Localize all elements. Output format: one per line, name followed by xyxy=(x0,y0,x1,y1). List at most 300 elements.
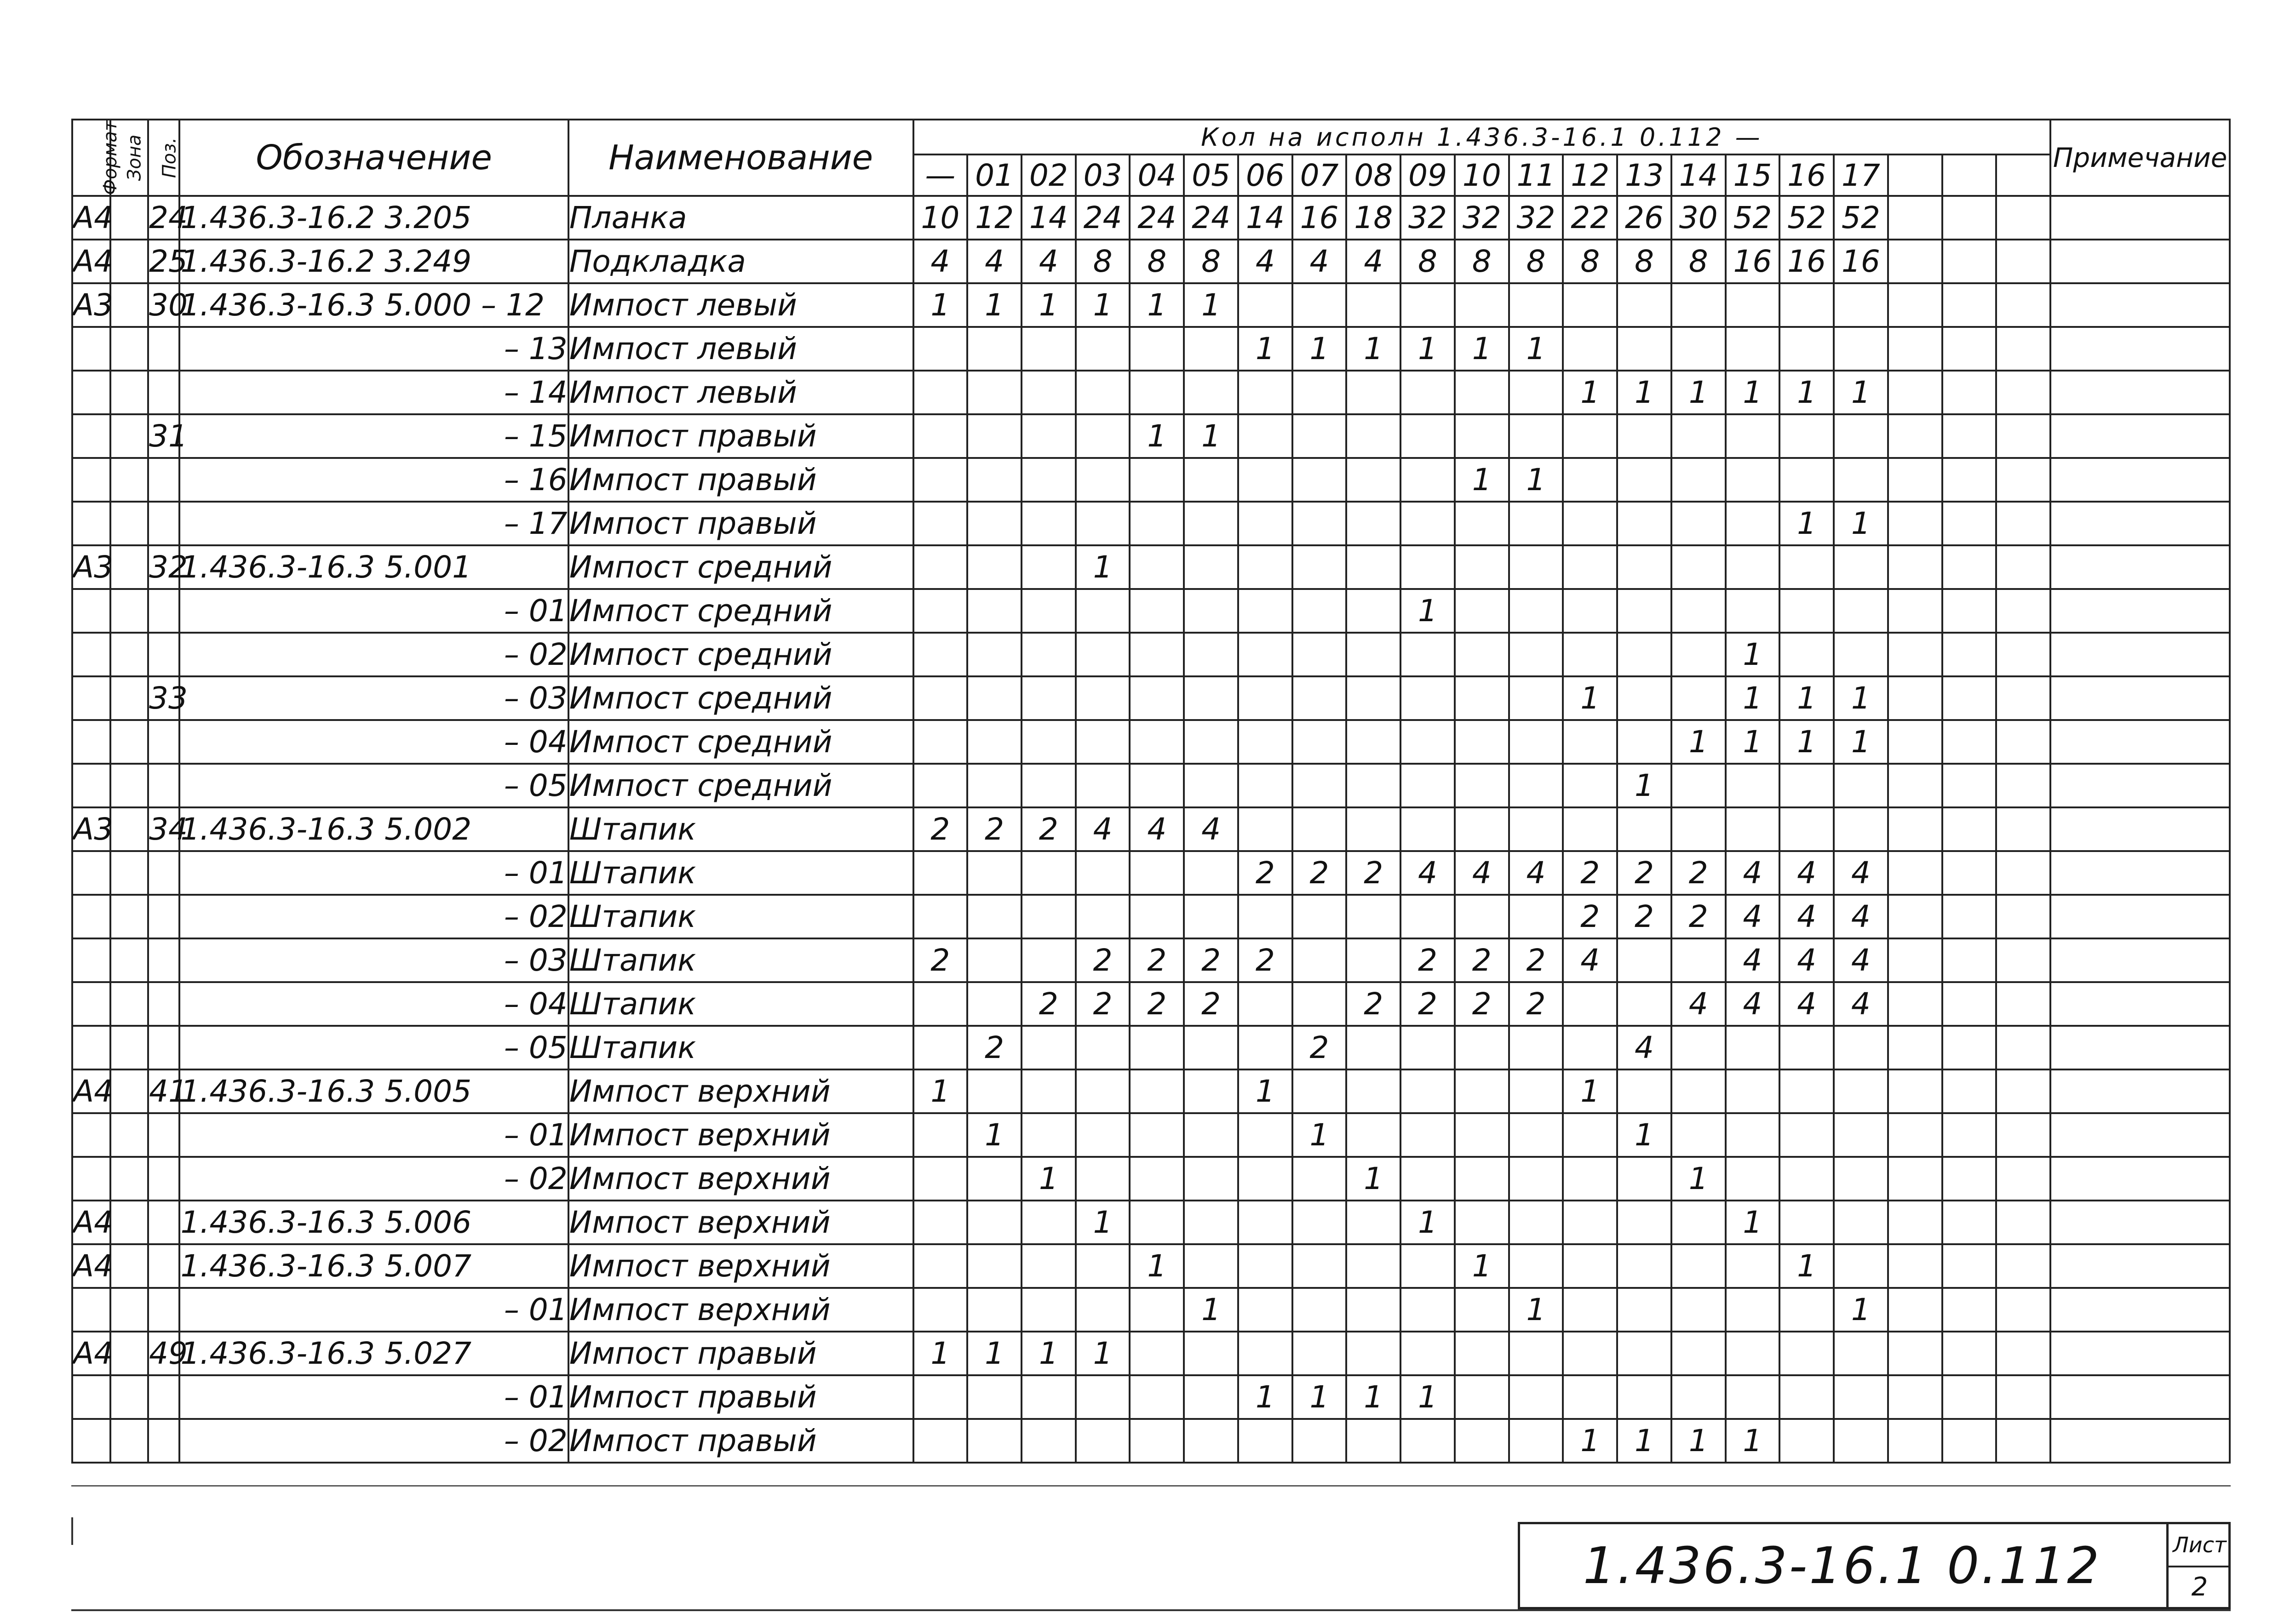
format-cell: А4 xyxy=(72,1244,110,1288)
quantity-cell xyxy=(1076,1069,1130,1113)
quantity-cell xyxy=(1996,1332,2050,1375)
quantity-cell xyxy=(1888,1288,1942,1332)
quantity-cell xyxy=(1779,283,1834,327)
format-cell xyxy=(72,938,110,982)
zone-cell xyxy=(110,1069,149,1113)
format-cell xyxy=(72,1419,110,1463)
quantity-cell: 8 xyxy=(1563,240,1617,283)
quantity-cell xyxy=(1292,982,1347,1026)
quantity-cell xyxy=(1022,1419,1076,1463)
designation-cell: 1.436.3-16.2 3.249 xyxy=(179,240,568,283)
table-row xyxy=(72,1244,2230,1288)
quantity-cell xyxy=(1779,1157,1834,1201)
quantity-cell: 1 xyxy=(1779,676,1834,720)
quantity-cell: 1 xyxy=(1671,371,1726,414)
quantity-cell xyxy=(1996,764,2050,807)
table-row xyxy=(72,1332,2230,1375)
quantity-cell: 4 xyxy=(1238,240,1292,283)
quantity-cell: 1 xyxy=(1130,414,1184,458)
quantity-cell xyxy=(1779,458,1834,502)
name-cell: Импост левый xyxy=(568,371,913,414)
quantity-cell: 16 xyxy=(1779,240,1834,283)
quantity-cell xyxy=(1509,764,1563,807)
zone-cell xyxy=(110,502,149,545)
quantity-cell xyxy=(1888,1244,1942,1288)
zone-cell xyxy=(110,1288,149,1332)
quantity-cell xyxy=(1130,676,1184,720)
quantity-cell xyxy=(913,633,968,676)
format-cell: А4 xyxy=(72,240,110,283)
quantity-cell: 2 xyxy=(1455,982,1509,1026)
variant-header-cell: 07 xyxy=(1292,154,1347,196)
quantity-cell: 52 xyxy=(1779,196,1834,240)
quantity-cell: 1 xyxy=(1238,1375,1292,1419)
quantity-cell xyxy=(1292,1157,1347,1201)
quantity-cell xyxy=(1346,458,1400,502)
designation-cell: – 04 xyxy=(179,982,568,1026)
quantity-cell xyxy=(1022,851,1076,895)
quantity-cell: 1 xyxy=(1509,458,1563,502)
note-cell xyxy=(2050,196,2230,240)
quantity-cell xyxy=(1726,327,1780,371)
quantity-cell: 4 xyxy=(1184,807,1238,851)
name-cell: Штапик xyxy=(568,938,913,982)
quantity-cell xyxy=(1779,327,1834,371)
quantity-cell: 2 xyxy=(1346,851,1400,895)
designation-cell: 1.436.3-16.3 5.000 – 12 xyxy=(179,283,568,327)
quantity-cell xyxy=(1346,589,1400,633)
position-cell: 41 xyxy=(148,1069,179,1113)
quantity-cell xyxy=(1726,1026,1780,1069)
position-cell xyxy=(148,1419,179,1463)
quantity-cell xyxy=(1888,545,1942,589)
note-cell xyxy=(2050,545,2230,589)
quantity-cell xyxy=(1942,458,1997,502)
quantity-cell: 1 xyxy=(1292,1113,1347,1157)
variant-header-cell: 04 xyxy=(1130,154,1184,196)
quantity-cell xyxy=(1238,545,1292,589)
quantity-cell xyxy=(1834,807,1888,851)
zone-cell xyxy=(110,851,149,895)
quantity-cell: 1 xyxy=(1509,327,1563,371)
quantity-cell xyxy=(1617,938,1671,982)
table-row xyxy=(72,589,2230,633)
quantity-cell xyxy=(967,1288,1022,1332)
quantity-cell: 1 xyxy=(1726,633,1780,676)
quantity-cell xyxy=(1563,589,1617,633)
table-row xyxy=(72,545,2230,589)
quantity-cell xyxy=(1996,895,2050,938)
quantity-cell xyxy=(1617,1201,1671,1244)
quantity-cell xyxy=(1184,895,1238,938)
quantity-cell xyxy=(1834,764,1888,807)
quantity-cell xyxy=(1455,633,1509,676)
position-cell: 33 xyxy=(148,676,179,720)
name-cell: Импост правый xyxy=(568,1332,913,1375)
name-cell: Штапик xyxy=(568,895,913,938)
designation-cell: – 05 xyxy=(179,1026,568,1069)
table-row xyxy=(72,807,2230,851)
header-row-1 xyxy=(72,120,2230,154)
quantity-cell xyxy=(967,1244,1022,1288)
quantity-cell xyxy=(1726,764,1780,807)
zone-cell xyxy=(110,1157,149,1201)
quantity-cell xyxy=(1076,589,1130,633)
designation-cell: 1.436.3-16.3 5.001 xyxy=(179,545,568,589)
note-cell xyxy=(2050,502,2230,545)
variant-header-cell xyxy=(1888,154,1942,196)
quantity-cell xyxy=(1888,720,1942,764)
quantity-cell xyxy=(1942,1244,1997,1288)
quantity-cell xyxy=(913,589,968,633)
quantity-cell xyxy=(1455,1157,1509,1201)
quantity-cell xyxy=(1671,676,1726,720)
quantity-cell xyxy=(1130,371,1184,414)
quantity-cell xyxy=(1996,458,2050,502)
designation-cell: – 04 xyxy=(179,720,568,764)
quantity-cell xyxy=(1942,807,1997,851)
quantity-cell: 1 xyxy=(1617,1419,1671,1463)
quantity-cell xyxy=(1346,1419,1400,1463)
quantity-cell xyxy=(913,502,968,545)
name-cell: Импост средний xyxy=(568,676,913,720)
quantity-cell: 1 xyxy=(1184,283,1238,327)
quantity-cell xyxy=(1834,458,1888,502)
quantity-cell: 1 xyxy=(1834,1288,1888,1332)
quantity-cell xyxy=(1238,764,1292,807)
position-cell: 31 xyxy=(148,414,179,458)
quantity-cell: 2 xyxy=(1509,938,1563,982)
quantity-cell xyxy=(1076,1375,1130,1419)
quantity-cell: 4 xyxy=(1726,851,1780,895)
quantity-cell: 1 xyxy=(1130,283,1184,327)
quantity-cell xyxy=(1942,1201,1997,1244)
quantity-cell xyxy=(1346,545,1400,589)
quantity-cell: 1 xyxy=(1238,1069,1292,1113)
quantity-cell xyxy=(1671,1332,1726,1375)
quantity-cell xyxy=(967,371,1022,414)
quantity-cell xyxy=(1346,895,1400,938)
quantity-cell: 1 xyxy=(1834,371,1888,414)
quantity-cell xyxy=(1834,1201,1888,1244)
zone-cell xyxy=(110,327,149,371)
quantity-cell xyxy=(1238,720,1292,764)
quantity-cell xyxy=(1834,1244,1888,1288)
quantity-cell xyxy=(913,327,968,371)
format-cell xyxy=(72,502,110,545)
quantity-cell xyxy=(1617,1157,1671,1201)
note-cell xyxy=(2050,1201,2230,1244)
quantity-cell xyxy=(967,982,1022,1026)
quantity-cell xyxy=(1076,502,1130,545)
quantity-cell xyxy=(1130,851,1184,895)
sheet-number: 2 xyxy=(2191,1572,2208,1602)
quantity-cell xyxy=(1726,1157,1780,1201)
quantity-cell xyxy=(1563,545,1617,589)
name-cell: Импост средний xyxy=(568,589,913,633)
format-cell xyxy=(72,589,110,633)
format-cell: А4 xyxy=(72,1332,110,1375)
note-cell xyxy=(2050,1332,2230,1375)
format-cell xyxy=(72,1113,110,1157)
quantity-cell xyxy=(1779,1375,1834,1419)
quantity-cell xyxy=(1996,676,2050,720)
quantity-cell: 1 xyxy=(1022,1157,1076,1201)
quantity-cell: 1 xyxy=(1455,1244,1509,1288)
quantity-cell xyxy=(1238,1332,1292,1375)
quantity-cell xyxy=(1022,589,1076,633)
quantity-cell xyxy=(967,458,1022,502)
zone-cell xyxy=(110,458,149,502)
quantity-cell xyxy=(1455,589,1509,633)
quantity-cell xyxy=(1996,1288,2050,1332)
quantity-cell xyxy=(1346,1113,1400,1157)
table-row xyxy=(72,1069,2230,1113)
quantity-cell xyxy=(1184,1157,1238,1201)
quantity-cell xyxy=(967,414,1022,458)
zone-cell xyxy=(110,720,149,764)
variant-header-cell xyxy=(1942,154,1997,196)
variant-header-cell: 01 xyxy=(967,154,1022,196)
quantity-cell xyxy=(1076,764,1130,807)
note-cell xyxy=(2050,1419,2230,1463)
quantity-cell xyxy=(1455,1201,1509,1244)
note-cell xyxy=(2050,1026,2230,1069)
zone-cell xyxy=(110,807,149,851)
quantity-cell xyxy=(1942,327,1997,371)
designation-cell: 1.436.3-16.3 5.005 xyxy=(179,1069,568,1113)
format-header: Формат xyxy=(72,120,110,196)
quantity-cell xyxy=(1022,1026,1076,1069)
quantity-cell xyxy=(1509,1157,1563,1201)
quantity-cell: 2 xyxy=(1292,851,1347,895)
quantity-cell xyxy=(1184,545,1238,589)
quantity-cell xyxy=(1671,1375,1726,1419)
designation-cell: – 05 xyxy=(179,764,568,807)
note-cell xyxy=(2050,895,2230,938)
quantity-cell xyxy=(1834,589,1888,633)
name-cell: Штапик xyxy=(568,1026,913,1069)
quantity-cell: 2 xyxy=(1292,1026,1347,1069)
quantity-cell xyxy=(1834,1113,1888,1157)
quantity-cell: 2 xyxy=(1022,982,1076,1026)
quantity-cell xyxy=(1238,458,1292,502)
name-cell: Штапик xyxy=(568,851,913,895)
name-cell: Импост верхний xyxy=(568,1113,913,1157)
quantity-cell xyxy=(1563,327,1617,371)
quantity-cell: 1 xyxy=(1455,327,1509,371)
quantity-cell: 32 xyxy=(1509,196,1563,240)
zone-cell xyxy=(110,982,149,1026)
quantity-cell xyxy=(1888,1419,1942,1463)
zone-cell xyxy=(110,283,149,327)
quantity-cell xyxy=(1509,633,1563,676)
quantity-cell xyxy=(1292,764,1347,807)
quantity-cell xyxy=(1509,283,1563,327)
format-cell: А4 xyxy=(72,1069,110,1113)
quantity-cell xyxy=(967,545,1022,589)
quantity-cell xyxy=(913,1244,968,1288)
quantity-cell xyxy=(1563,1332,1617,1375)
table-row xyxy=(72,895,2230,938)
quantity-cell xyxy=(1726,1069,1780,1113)
quantity-cell: 24 xyxy=(1076,196,1130,240)
quantity-cell xyxy=(1238,1288,1292,1332)
quantity-cell xyxy=(1834,414,1888,458)
quantity-cell: 2 xyxy=(1563,851,1617,895)
quantity-cell: 2 xyxy=(1346,982,1400,1026)
quantity-cell xyxy=(1238,1201,1292,1244)
quantity-cell xyxy=(1346,1069,1400,1113)
quantity-cell: 1 xyxy=(1509,1288,1563,1332)
quantity-cell xyxy=(1996,327,2050,371)
quantity-cell xyxy=(1400,676,1455,720)
quantity-cell: 4 xyxy=(1726,938,1780,982)
quantity-cell: 8 xyxy=(1400,240,1455,283)
format-cell xyxy=(72,1157,110,1201)
quantity-cell xyxy=(1671,1288,1726,1332)
position-cell xyxy=(148,502,179,545)
position-cell: 32 xyxy=(148,545,179,589)
quantity-cell: 1 xyxy=(913,1069,968,1113)
quantity-cell: 1 xyxy=(1022,283,1076,327)
quantity-cell xyxy=(1617,414,1671,458)
quantity-cell xyxy=(1455,720,1509,764)
quantity-cell xyxy=(1942,633,1997,676)
quantity-cell xyxy=(1130,1113,1184,1157)
quantity-cell xyxy=(1563,764,1617,807)
quantity-cell: 1 xyxy=(1130,1244,1184,1288)
quantity-cell xyxy=(1726,283,1780,327)
quantity-cell xyxy=(1346,764,1400,807)
table-row xyxy=(72,1113,2230,1157)
format-cell xyxy=(72,414,110,458)
quantity-cell xyxy=(1671,1026,1726,1069)
quantity-cell xyxy=(1346,1332,1400,1375)
format-cell xyxy=(72,764,110,807)
quantity-cell xyxy=(1292,589,1347,633)
quantity-cell: 1 xyxy=(1671,720,1726,764)
quantity-cell: 4 xyxy=(1400,851,1455,895)
quantity-cell xyxy=(1671,1201,1726,1244)
quantity-cell xyxy=(1834,1375,1888,1419)
quantity-cell xyxy=(1888,502,1942,545)
quantity-cell xyxy=(1888,414,1942,458)
quantity-cell xyxy=(1942,1113,1997,1157)
quantity-cell xyxy=(913,545,968,589)
quantity-cell xyxy=(1022,1375,1076,1419)
variant-header-cell: 08 xyxy=(1346,154,1400,196)
quantity-cell xyxy=(1509,720,1563,764)
quantity-cell xyxy=(1942,1288,1997,1332)
quantity-cell xyxy=(1671,1069,1726,1113)
quantity-cell xyxy=(1779,1419,1834,1463)
designation-cell: – 17 xyxy=(179,502,568,545)
quantity-cell xyxy=(1238,1113,1292,1157)
quantity-cell: 2 xyxy=(1022,807,1076,851)
quantity-cell xyxy=(1346,371,1400,414)
quantity-cell xyxy=(1184,720,1238,764)
quantity-cell xyxy=(1563,1157,1617,1201)
quantity-cell: 1 xyxy=(1834,676,1888,720)
quantity-cell xyxy=(1888,589,1942,633)
title-block xyxy=(1518,1522,2231,1609)
quantity-cell xyxy=(1563,982,1617,1026)
quantity-cell xyxy=(1455,1069,1509,1113)
quantity-cell xyxy=(1942,1332,1997,1375)
quantity-cell: 24 xyxy=(1130,196,1184,240)
quantity-cell xyxy=(1996,1026,2050,1069)
quantity-cell: 4 xyxy=(1346,240,1400,283)
quantity-cell xyxy=(1184,633,1238,676)
quantity-cell xyxy=(1455,807,1509,851)
quantity-cell xyxy=(1888,1201,1942,1244)
quantity-cell xyxy=(1455,283,1509,327)
quantity-cell xyxy=(1184,1069,1238,1113)
quantity-cell xyxy=(913,1157,968,1201)
format-cell: А3 xyxy=(72,807,110,851)
quantity-cell xyxy=(1563,1026,1617,1069)
quantity-cell xyxy=(1346,502,1400,545)
quantity-cell xyxy=(1292,1419,1347,1463)
quantity-cell: 14 xyxy=(1238,196,1292,240)
quantity-cell xyxy=(1292,807,1347,851)
quantity-cell xyxy=(967,1201,1022,1244)
quantity-cell xyxy=(1996,1069,2050,1113)
quantity-cell xyxy=(1726,589,1780,633)
quantity-cell xyxy=(913,414,968,458)
quantity-cell xyxy=(1671,633,1726,676)
quantity-cell: 1 xyxy=(967,1332,1022,1375)
zone-cell xyxy=(110,1375,149,1419)
quantity-cell xyxy=(1671,1244,1726,1288)
quantity-cell xyxy=(1888,458,1942,502)
quantity-cell xyxy=(913,851,968,895)
quantity-cell xyxy=(1779,633,1834,676)
quantity-cell xyxy=(1400,414,1455,458)
quantity-cell: 2 xyxy=(1130,982,1184,1026)
quantity-cell: 30 xyxy=(1671,196,1726,240)
note-cell xyxy=(2050,240,2230,283)
quantity-cell xyxy=(1509,371,1563,414)
quantity-cell: 1 xyxy=(1184,1288,1238,1332)
quantity-cell xyxy=(1942,283,1997,327)
designation-cell: 1.436.3-16.3 5.006 xyxy=(179,1201,568,1244)
quantity-cell xyxy=(1888,764,1942,807)
quantity-cell xyxy=(913,764,968,807)
quantity-cell xyxy=(1888,1113,1942,1157)
quantity-cell xyxy=(1022,1069,1076,1113)
quantity-cell: 2 xyxy=(913,938,968,982)
quantity-cell xyxy=(1509,1069,1563,1113)
quantity-cell xyxy=(1076,676,1130,720)
quantity-cell xyxy=(1617,1332,1671,1375)
quantity-cell xyxy=(1726,545,1780,589)
quantity-cell xyxy=(1130,895,1184,938)
quantity-cell xyxy=(1996,720,2050,764)
name-cell: Импост левый xyxy=(568,283,913,327)
position-cell xyxy=(148,982,179,1026)
quantity-cell xyxy=(1400,1332,1455,1375)
quantity-cell xyxy=(1996,1375,2050,1419)
quantity-cell: 18 xyxy=(1346,196,1400,240)
quantity-cell: 32 xyxy=(1455,196,1509,240)
name-cell: Импост верхний xyxy=(568,1069,913,1113)
quantity-cell xyxy=(1130,545,1184,589)
quantity-cell: 4 xyxy=(1671,982,1726,1026)
quantity-cell xyxy=(1184,502,1238,545)
quantity-cell xyxy=(1455,1026,1509,1069)
